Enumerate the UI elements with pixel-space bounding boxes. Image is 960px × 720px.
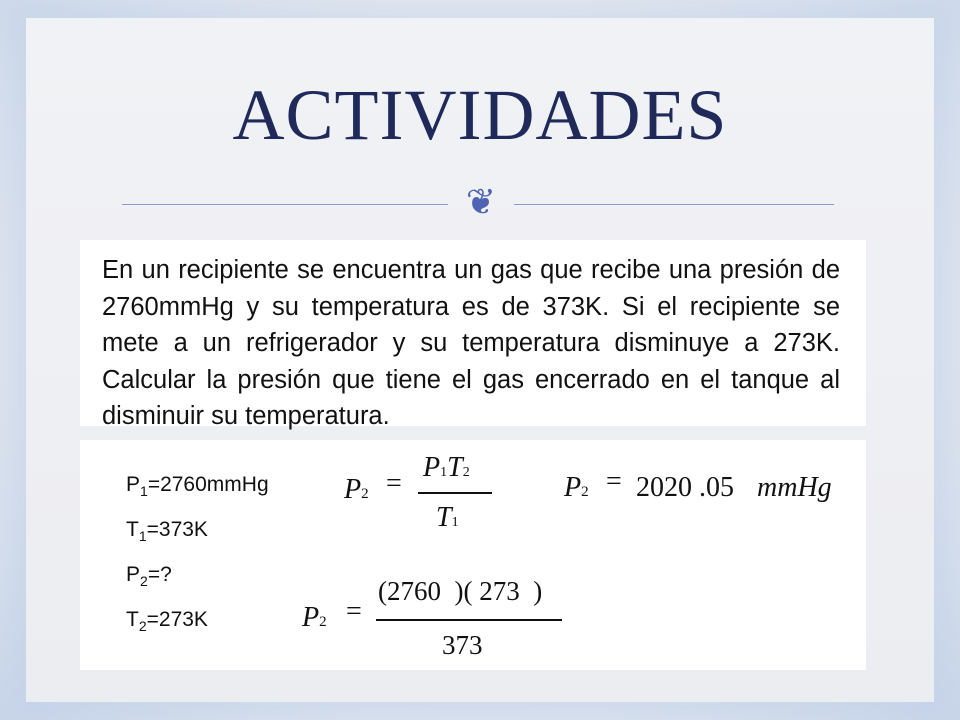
substitution-denominator: 373 [442,630,483,660]
given-p1: $P_1=2760mmHg$ [126,473,269,500]
substitution-lhs: P2 [302,602,327,633]
title-divider-left [122,204,448,205]
problem-statement-text: En un recipiente se encuentra un gas que recibe una presión de 2760mmHg y su temperatura es de 373K. Si el recipiente se mete a un refrigerador y su temperatura disminuye a 273K. Calcular la presión que tiene el gas encerrado en el tanque al disminuir su temperatura. [102,256,840,430]
result-equals: = [606,466,622,497]
formula-fraction-bar [418,492,492,494]
formula-equals: = [386,468,402,499]
decorative-fleuron-icon: ❦ [465,182,497,223]
given-p2: $P_2=$? [126,563,172,590]
formula-denominator: T1 [436,502,459,533]
substitution-fraction-bar [376,619,562,621]
title-divider-right [514,204,834,205]
formula-lhs: P2 [344,474,369,505]
result-unit: mmHg [757,472,832,503]
result-lhs: P2 [564,472,589,503]
given-t1: $T_1=373K$ [126,518,208,545]
given-t2: $T_2=273K$ [126,608,208,635]
problem-statement-box [80,240,866,430]
substitution-numerator: (2760 )( 273 ) [378,576,543,606]
solution-box [80,440,866,670]
slide-title: ACTIVIDADES [232,75,728,155]
formula-numerator: P1T2 [423,452,470,483]
substitution-equals: = [346,596,362,627]
result-value: 2020 .05 [636,472,734,503]
